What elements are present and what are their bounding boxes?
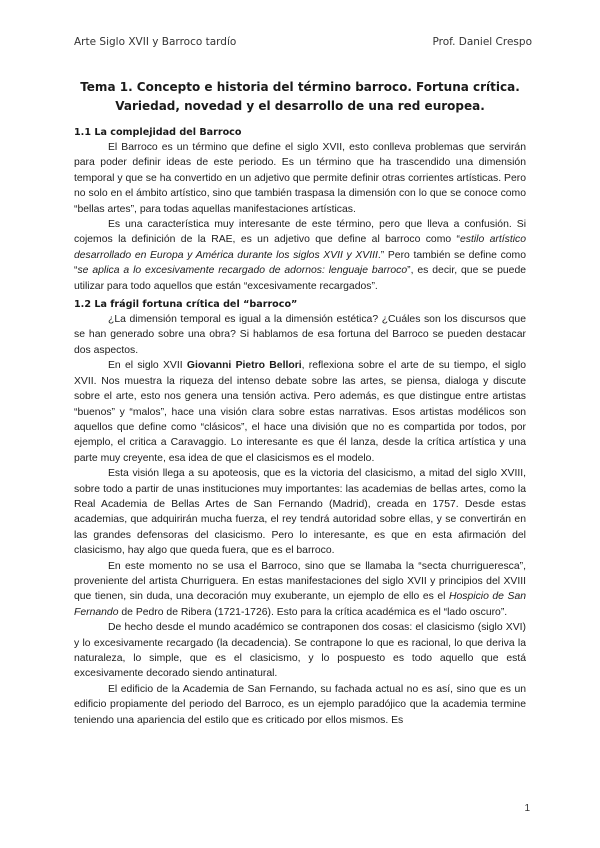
paragraph <box>74 140 526 217</box>
paragraph <box>74 559 526 621</box>
page-header <box>74 36 532 48</box>
paragraph <box>74 620 526 682</box>
header-course: Arte Siglo XVII y Barroco tardío <box>74 36 237 48</box>
paragraph-text: El edificio de la Academia de San Fernando, su fachada actual no es así, sino que es un edificio propiamente del periodo del Barroco, es un ejemplo paradójico que la academia termine teniendo una apariencia del estilo que es criticado por ellos mismos. Es <box>74 683 526 726</box>
quoted-definition: se aplica a lo excesivamente recargado de adornos: lenguaje barroco <box>77 265 408 277</box>
paragraph-text: En este momento no se usa el Barroco, sino que se llamaba la “secta churrigueresca”, proveniente del artista Churriguera. En estas manifestaciones del siglo XVII y principios del XVIII que tienen, sin duda, una decoración muy exuberante, un ejemplo de ello es el <box>74 560 526 603</box>
document-body <box>74 127 526 728</box>
section-heading: 1.1 La complejidad del Barroco <box>74 127 242 138</box>
paragraph <box>74 466 526 558</box>
artwork-title: Hospicio de San Fernando <box>74 591 527 618</box>
paragraph-text: En el siglo XVII <box>108 360 187 372</box>
paragraph-text: Es una característica muy interesante de este término, pero que lleva a confusión. Si cojemos la definición de la RAE, es un adjetivo que define al barroco como “ <box>74 219 526 246</box>
paragraph <box>74 217 526 294</box>
paragraph-text: De hecho desde el mundo académico se contraponen dos cosas: el clasicismo (siglo XVI) y lo excesivamente recargado (la decadencia). Se contrapone lo que es racional, lo que deriva la naturaleza, lo simple, que es el clasicismo, y lo pospuesto es todo aquello que está excesivamente decorado siendo antinatural. <box>74 622 526 680</box>
author-name: Giovanni Pietro Bellori <box>186 360 302 372</box>
paragraph <box>74 312 526 358</box>
section-heading: 1.2 La frágil fortuna crítica del “barroco” <box>74 299 298 311</box>
paragraph-text: El Barroco es un término que define el siglo XVII, esto conlleva problemas que servirán para poder definir ideas de este periodo. Es un término que ha trascendido una dimensión temporal y que se ha convertido en un adjetivo que permite definir otras corrientes artísticas. Pero no solo en el ámbito artístico, sino que también traspasa la dimensión con lo que se conoce como “bellas artes”, para todas aquellas manifestaciones artísticas. <box>74 142 526 215</box>
paragraph-text: .” Pero también se define como “ <box>74 249 526 277</box>
paragraph-text: Esta visión llega a su apoteosis, que es la victoria del clasicismo, a mitad del siglo XVIII, sobre todo a partir de unas instituciones muy importantes: las academias de bellas artes, como la Real Academia de Bellas Artes de San Fernando (Madrid), creada en 1757. Desde estas academias, que adquirirán mucha fuerza, el rey tendrá autoridad sobre ellas, y se convertirán en las grandes defensoras del clasicismo. Pero lo interesante, es que en esta afirmación del clasicismo, hay algo que queda fuera, que es el barroco. <box>74 468 526 557</box>
paragraph-text: , reflexiona sobre el arte de su tiempo, el siglo XVII. Nos muestra la riqueza del intenso debate sobre las artes, se piensa, dialoga y discute sobre el arte, esto nos genera una tensión activa. Pero además, es que distingue entre artistas “buenos” y “malos”, hace una visión clara sobre estas narrativas. Esos artistas modélicos son aquellos que define como “clásicos”, el hace una división que no es compartida por todos, por ejemplo, el critica a Caravaggio. Lo interesante es que él lanza, desde la crítica artística y una parte muy creyente, esa idea de que el clasicismos es el modelo. <box>74 360 526 464</box>
quoted-definition: estilo artístico desarrollado en Europa y América durante los siglos XVII y XVIII <box>74 234 526 261</box>
page-number: 1 <box>524 803 530 814</box>
title-line-1: Tema 1. Concepto e historia del término barroco. Fortuna crítica. <box>80 80 520 94</box>
paragraph-text: de Pedro de Ribera (1721-1726). Esto para la crítica académica es el “lado oscuro”. <box>118 606 508 618</box>
paragraph-text: ¿La dimensión temporal es igual a la dimensión estética? ¿Cuáles son los discursos que se han generado sobre una obra? Si hablamos de esa fortuna del Barroco se pueden destacar dos aspectos. <box>74 314 526 356</box>
paragraph <box>74 682 526 728</box>
paragraph <box>74 358 526 466</box>
title-line-2: Variedad, novedad y el desarrollo de una red europea. <box>115 99 485 113</box>
header-professor: Prof. Daniel Crespo <box>432 36 532 48</box>
paragraph-text: ”, es decir, que se puede utilizar para todo aquellos que están “excesivamente recargados”. <box>74 265 527 292</box>
document-title <box>70 78 530 116</box>
